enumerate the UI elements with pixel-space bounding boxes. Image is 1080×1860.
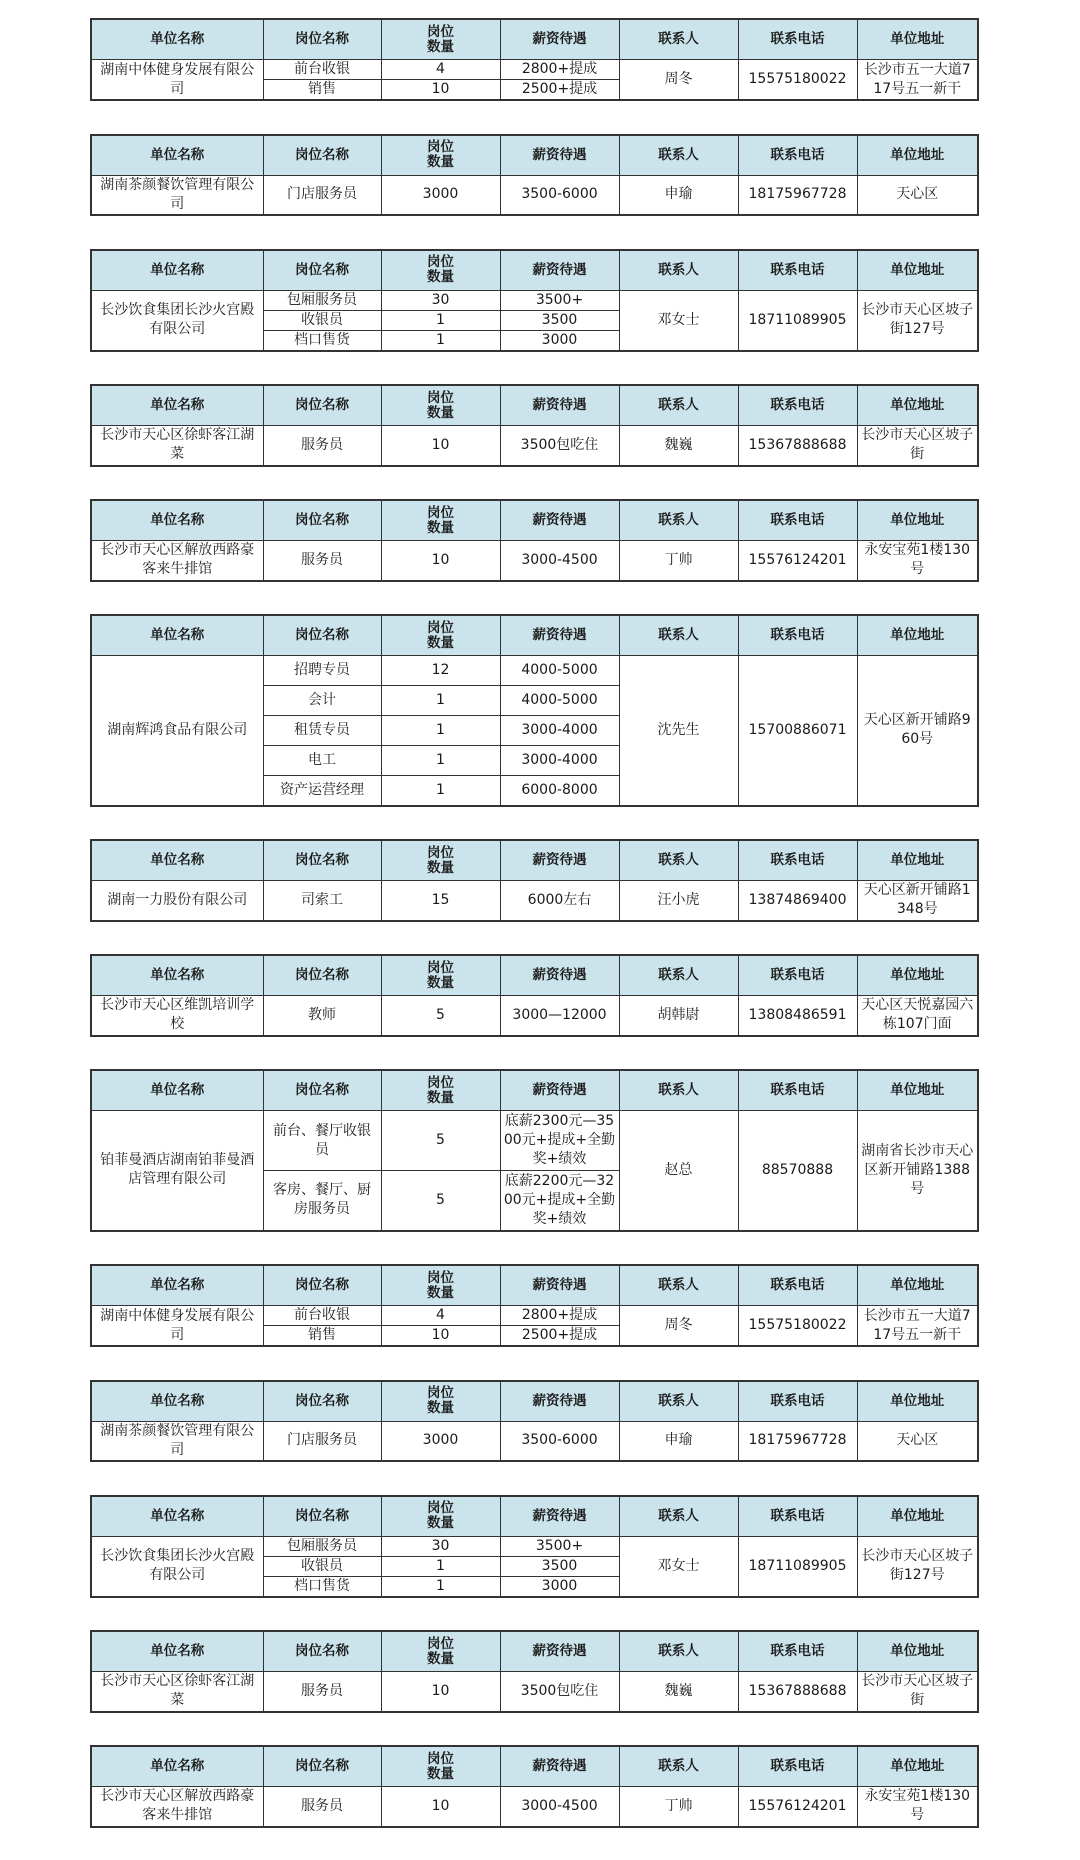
header-position: 岗位名称 [263,955,381,996]
header-count [381,135,500,176]
salary: 3500包吃住 [500,1672,619,1712]
salary: 3500-6000 [500,175,619,215]
table-row [91,1421,978,1461]
contact-person: 申瑜 [619,1421,738,1461]
position-name: 档口售货 [263,330,381,351]
header-company: 单位名称 [91,1070,263,1111]
position-name: 门店服务员 [263,175,381,215]
contact-person: 胡韩尉 [619,996,738,1036]
header-count [381,250,500,291]
contact-phone: 15367888688 [738,1672,857,1712]
header-address: 单位地址 [857,1070,978,1111]
table-row [91,290,978,310]
company-name: 湖南中体健身发展有限公司 [91,1306,263,1347]
job-table [90,134,979,217]
position-count: 10 [381,1326,500,1347]
header-row [91,615,978,656]
header-count [381,1746,500,1787]
company-address: 长沙市五一大道717号五一新干 [857,1306,978,1347]
table-row [91,541,978,581]
contact-person: 邓女士 [619,1536,738,1597]
contact-person: 赵总 [619,1111,738,1231]
header-contact: 联系人 [619,1746,738,1787]
position-count: 1 [381,1556,500,1576]
header-company: 单位名称 [91,250,263,291]
header-salary: 薪资待遇 [500,1746,619,1787]
job-table [90,1069,979,1232]
company-name: 长沙饮食集团长沙火宫殿有限公司 [91,1536,263,1597]
company-name: 湖南中体健身发展有限公司 [91,60,263,101]
salary: 3500包吃住 [500,426,619,466]
position-count: 1 [381,330,500,351]
company-address: 天心区 [857,1421,978,1461]
header-count [381,1496,500,1537]
header-count-label: 岗位数量 [427,23,454,55]
header-address: 单位地址 [857,1381,978,1422]
header-salary: 薪资待遇 [500,840,619,881]
job-table [90,499,979,582]
contact-person: 丁帅 [619,541,738,581]
header-address: 单位地址 [857,955,978,996]
position-name: 包厢服务员 [263,290,381,310]
header-contact: 联系人 [619,19,738,60]
header-row [91,840,978,881]
contact-person: 丁帅 [619,1787,738,1827]
job-table [90,1745,979,1828]
header-phone: 联系电话 [738,135,857,176]
salary: 4000-5000 [500,656,619,686]
position-name: 电工 [263,746,381,776]
header-count [381,1265,500,1306]
salary: 3000-4500 [500,541,619,581]
header-contact: 联系人 [619,1496,738,1537]
header-phone: 联系电话 [738,955,857,996]
header-company: 单位名称 [91,385,263,426]
table-row [91,881,978,921]
position-name: 教师 [263,996,381,1036]
header-count [381,1381,500,1422]
table-row [91,996,978,1036]
header-contact: 联系人 [619,840,738,881]
header-row [91,1070,978,1111]
position-count: 4 [381,60,500,80]
header-row [91,250,978,291]
position-count: 1 [381,776,500,806]
salary: 2800+提成 [500,60,619,80]
position-count: 10 [381,541,500,581]
position-count: 1 [381,746,500,776]
header-phone: 联系电话 [738,840,857,881]
salary: 4000-5000 [500,686,619,716]
position-name: 服务员 [263,1672,381,1712]
header-row [91,955,978,996]
header-address: 单位地址 [857,385,978,426]
position-name: 租赁专员 [263,716,381,746]
header-position: 岗位名称 [263,615,381,656]
contact-person: 魏巍 [619,1672,738,1712]
contact-person: 沈先生 [619,656,738,806]
header-phone: 联系电话 [738,19,857,60]
position-name: 档口售货 [263,1576,381,1597]
salary: 6000-8000 [500,776,619,806]
company-address: 长沙市五一大道717号五一新干 [857,60,978,101]
header-count-label: 岗位数量 [427,504,454,536]
header-contact: 联系人 [619,385,738,426]
position-count: 12 [381,656,500,686]
header-company: 单位名称 [91,615,263,656]
salary: 3000—12000 [500,996,619,1036]
header-position: 岗位名称 [263,1381,381,1422]
table-row [91,1306,978,1326]
contact-phone: 88570888 [738,1111,857,1231]
header-count [381,955,500,996]
header-contact: 联系人 [619,615,738,656]
position-name: 销售 [263,1326,381,1347]
job-table [90,954,979,1037]
header-company: 单位名称 [91,1746,263,1787]
header-salary: 薪资待遇 [500,615,619,656]
header-address: 单位地址 [857,500,978,541]
header-row [91,1265,978,1306]
header-phone: 联系电话 [738,1746,857,1787]
position-count: 10 [381,426,500,466]
contact-phone: 15575180022 [738,1306,857,1347]
position-count: 1 [381,1576,500,1597]
job-table [90,1495,979,1598]
header-salary: 薪资待遇 [500,250,619,291]
header-salary: 薪资待遇 [500,19,619,60]
header-company: 单位名称 [91,19,263,60]
position-name: 门店服务员 [263,1421,381,1461]
contact-person: 邓女士 [619,290,738,351]
header-salary: 薪资待遇 [500,135,619,176]
header-contact: 联系人 [619,1265,738,1306]
table-row [91,656,978,686]
header-address: 单位地址 [857,1746,978,1787]
job-table [90,839,979,922]
contact-phone: 15575180022 [738,60,857,101]
position-count: 10 [381,80,500,101]
header-position: 岗位名称 [263,840,381,881]
salary: 3500-6000 [500,1421,619,1461]
position-name: 客房、餐厅、厨房服务员 [263,1171,381,1231]
header-company: 单位名称 [91,840,263,881]
position-count: 5 [381,1171,500,1231]
job-table [90,1380,979,1463]
job-table [90,614,979,807]
header-phone: 联系电话 [738,1496,857,1537]
position-name: 前台收银 [263,60,381,80]
company-address: 天心区新开铺路1348号 [857,881,978,921]
job-listings [90,18,977,1860]
header-count-label: 岗位数量 [427,139,454,170]
header-company: 单位名称 [91,1381,263,1422]
header-salary: 薪资待遇 [500,385,619,426]
salary: 3500+ [500,290,619,310]
header-count-label: 岗位数量 [427,619,454,651]
job-table [90,18,979,101]
contact-person: 魏巍 [619,426,738,466]
job-table [90,1630,979,1713]
header-count-label: 岗位数量 [427,1269,454,1301]
salary: 底薪2300元—3500元+提成+全勤奖+绩效 [500,1111,619,1171]
salary: 2500+提成 [500,1326,619,1347]
position-name: 资产运营经理 [263,776,381,806]
header-count-label: 岗位数量 [427,254,454,285]
position-count: 4 [381,1306,500,1326]
salary: 底薪2200元—3200元+提成+全勤奖+绩效 [500,1171,619,1231]
header-count [381,1070,500,1111]
header-contact: 联系人 [619,500,738,541]
position-name: 收银员 [263,310,381,330]
header-row [91,500,978,541]
position-count: 30 [381,290,500,310]
position-name: 销售 [263,80,381,101]
company-address: 长沙市天心区坡子街 [857,1672,978,1712]
header-company: 单位名称 [91,955,263,996]
header-contact: 联系人 [619,1070,738,1111]
contact-person: 周冬 [619,1306,738,1347]
header-salary: 薪资待遇 [500,1070,619,1111]
table-row [91,1787,978,1827]
header-salary: 薪资待遇 [500,955,619,996]
contact-phone: 18711089905 [738,1536,857,1597]
position-count: 1 [381,716,500,746]
header-phone: 联系电话 [738,1381,857,1422]
header-count [381,1631,500,1672]
position-name: 前台收银 [263,1306,381,1326]
header-address: 单位地址 [857,19,978,60]
contact-phone: 13874869400 [738,881,857,921]
header-position: 岗位名称 [263,135,381,176]
contact-person: 申瑜 [619,175,738,215]
position-name: 包厢服务员 [263,1536,381,1556]
position-count: 1 [381,686,500,716]
header-count-label: 岗位数量 [427,959,454,991]
company-address: 永安宝苑1楼130号 [857,541,978,581]
job-table [90,384,979,467]
company-address: 长沙市天心区坡子街127号 [857,290,978,351]
header-count-label: 岗位数量 [427,1074,454,1106]
header-position: 岗位名称 [263,1631,381,1672]
job-table [90,249,979,352]
company-name: 铂菲曼酒店湖南铂菲曼酒店管理有限公司 [91,1111,263,1231]
position-name: 司索工 [263,881,381,921]
contact-phone: 15367888688 [738,426,857,466]
header-count [381,500,500,541]
salary: 3000-4500 [500,1787,619,1827]
position-name: 服务员 [263,426,381,466]
contact-phone: 15700886071 [738,656,857,806]
company-address: 永安宝苑1楼130号 [857,1787,978,1827]
header-position: 岗位名称 [263,1496,381,1537]
header-address: 单位地址 [857,840,978,881]
header-salary: 薪资待遇 [500,1496,619,1537]
header-count-label: 岗位数量 [427,844,454,876]
header-company: 单位名称 [91,1265,263,1306]
position-count: 10 [381,1787,500,1827]
salary: 3000 [500,1576,619,1597]
position-name: 招聘专员 [263,656,381,686]
header-count [381,19,500,60]
header-row [91,19,978,60]
contact-phone: 18711089905 [738,290,857,351]
table-row [91,175,978,215]
position-count: 10 [381,1672,500,1712]
header-position: 岗位名称 [263,1265,381,1306]
header-salary: 薪资待遇 [500,1265,619,1306]
contact-person: 周冬 [619,60,738,101]
table-row [91,1672,978,1712]
company-name: 长沙市天心区徐虾客江湖菜 [91,1672,263,1712]
contact-phone: 15576124201 [738,541,857,581]
header-salary: 薪资待遇 [500,1381,619,1422]
header-phone: 联系电话 [738,250,857,291]
header-address: 单位地址 [857,135,978,176]
salary: 3500 [500,1556,619,1576]
contact-phone: 15576124201 [738,1787,857,1827]
header-contact: 联系人 [619,135,738,176]
header-salary: 薪资待遇 [500,500,619,541]
header-address: 单位地址 [857,615,978,656]
salary: 3500+ [500,1536,619,1556]
header-position: 岗位名称 [263,19,381,60]
position-name: 服务员 [263,1787,381,1827]
header-phone: 联系电话 [738,1070,857,1111]
header-phone: 联系电话 [738,1265,857,1306]
position-name: 收银员 [263,1556,381,1576]
header-count-label: 岗位数量 [427,1750,454,1782]
table-row [91,1536,978,1556]
header-count-label: 岗位数量 [427,389,454,421]
company-name: 湖南茶颜餐饮管理有限公司 [91,1421,263,1461]
company-name: 长沙市天心区维凯培训学校 [91,996,263,1036]
company-name: 长沙饮食集团长沙火宫殿有限公司 [91,290,263,351]
header-company: 单位名称 [91,500,263,541]
header-row [91,1631,978,1672]
header-count-label: 岗位数量 [427,1635,454,1667]
header-contact: 联系人 [619,1631,738,1672]
company-address: 湖南省长沙市天心区新开铺路1388号 [857,1111,978,1231]
contact-phone: 18175967728 [738,1421,857,1461]
header-contact: 联系人 [619,955,738,996]
company-name: 长沙市天心区解放西路豪客来牛排馆 [91,1787,263,1827]
position-name: 前台、餐厅收银员 [263,1111,381,1171]
header-position: 岗位名称 [263,385,381,426]
company-address: 天心区新开铺路960号 [857,656,978,806]
header-row [91,1746,978,1787]
header-count [381,615,500,656]
header-address: 单位地址 [857,1265,978,1306]
position-name: 会计 [263,686,381,716]
salary: 2500+提成 [500,80,619,101]
company-name: 湖南茶颜餐饮管理有限公司 [91,175,263,215]
header-company: 单位名称 [91,135,263,176]
job-table [90,1264,979,1347]
company-address: 天心区 [857,175,978,215]
table-row [91,426,978,466]
header-contact: 联系人 [619,250,738,291]
header-contact: 联系人 [619,1381,738,1422]
position-name: 服务员 [263,541,381,581]
header-row [91,1496,978,1537]
company-name: 长沙市天心区解放西路豪客来牛排馆 [91,541,263,581]
company-address: 长沙市天心区坡子街 [857,426,978,466]
company-name: 长沙市天心区徐虾客江湖菜 [91,426,263,466]
header-position: 岗位名称 [263,1746,381,1787]
table-row [91,1111,978,1171]
position-count: 3000 [381,1421,500,1461]
header-phone: 联系电话 [738,500,857,541]
header-count [381,385,500,426]
header-position: 岗位名称 [263,500,381,541]
position-count: 30 [381,1536,500,1556]
company-address: 天心区天悦嘉园六栋107门面 [857,996,978,1036]
header-address: 单位地址 [857,1631,978,1672]
contact-phone: 13808486591 [738,996,857,1036]
company-name: 湖南辉鸿食品有限公司 [91,656,263,806]
salary: 6000左右 [500,881,619,921]
header-phone: 联系电话 [738,615,857,656]
header-company: 单位名称 [91,1496,263,1537]
salary: 3500 [500,310,619,330]
header-row [91,385,978,426]
header-address: 单位地址 [857,1496,978,1537]
header-row [91,1381,978,1422]
position-count: 5 [381,996,500,1036]
header-row [91,135,978,176]
salary: 3000-4000 [500,746,619,776]
header-address: 单位地址 [857,250,978,291]
header-position: 岗位名称 [263,1070,381,1111]
contact-phone: 18175967728 [738,175,857,215]
company-address: 长沙市天心区坡子街127号 [857,1536,978,1597]
header-phone: 联系电话 [738,385,857,426]
salary: 2800+提成 [500,1306,619,1326]
position-count: 15 [381,881,500,921]
company-name: 湖南一力股份有限公司 [91,881,263,921]
header-count-label: 岗位数量 [427,1385,454,1416]
contact-person: 汪小虎 [619,881,738,921]
salary: 3000 [500,330,619,351]
position-count: 1 [381,310,500,330]
header-phone: 联系电话 [738,1631,857,1672]
position-count: 3000 [381,175,500,215]
salary: 3000-4000 [500,716,619,746]
position-count: 5 [381,1111,500,1171]
table-row [91,60,978,80]
header-position: 岗位名称 [263,250,381,291]
header-salary: 薪资待遇 [500,1631,619,1672]
header-count-label: 岗位数量 [427,1500,454,1531]
header-count [381,840,500,881]
header-company: 单位名称 [91,1631,263,1672]
